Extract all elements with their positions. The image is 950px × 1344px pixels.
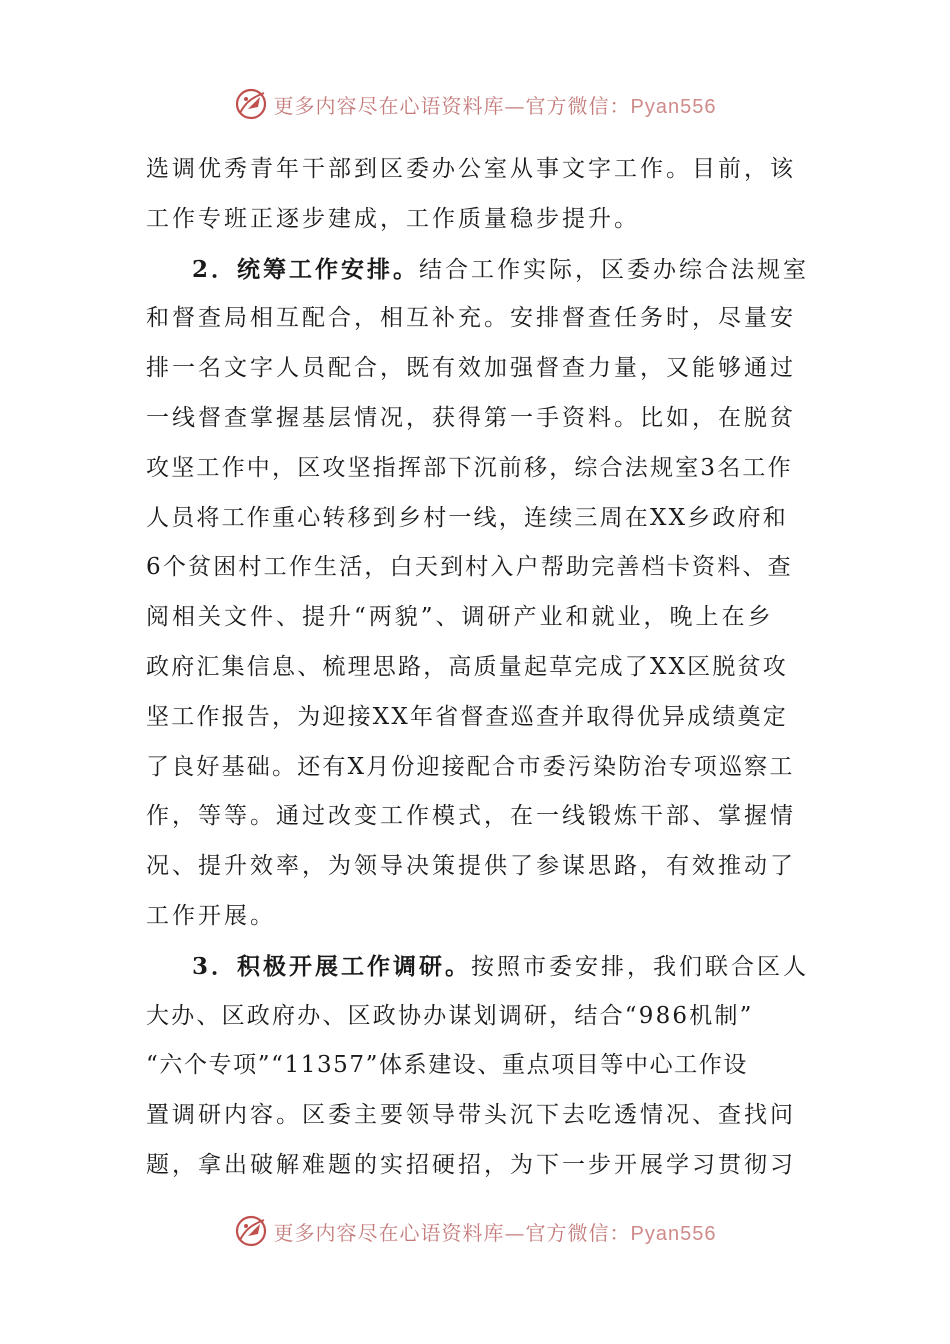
text-line: 3．积极开展工作调研。按照市委安排，我们联合区人 xyxy=(192,952,810,980)
text-line: 工作开展。 xyxy=(146,902,276,929)
text-line: 和督查局相互配合，相互补充。安排督查任务时，尽量安 xyxy=(146,305,796,332)
banner-text: 更多内容尽在心语资料库—官方微信：Pyan556 xyxy=(273,93,717,118)
text-line: 了良好基础。还有X月份迎接配合市委污染防治专项巡察工 xyxy=(146,753,795,780)
text-line: 阅相关文件、提升“两貌”、调研产业和就业，晚上在乡 xyxy=(146,604,774,631)
text-line: 攻坚工作中，区攻坚指挥部下沉前移，综合法规室3名工作 xyxy=(146,454,793,481)
text-line: 工作专班正逐步建成，工作质量稳步提升。 xyxy=(146,205,640,232)
section-heading: 3．积极开展工作调研。 xyxy=(192,952,472,980)
text-line: 6个贫困村工作生活，白天到村入户帮助完善档卡资料、查 xyxy=(146,554,793,581)
text-line: 题，拿出破解难题的实招硬招，为下一步开展学习贯彻习 xyxy=(146,1151,796,1178)
section-heading: 2．统筹工作安排。 xyxy=(192,255,420,283)
banner-wechat-id: Pyan556 xyxy=(630,95,717,118)
footer-banner xyxy=(0,1211,950,1251)
text-line: 况、提升效率，为领导决策提供了参谋思路，有效推动了 xyxy=(146,853,796,880)
document-body xyxy=(146,145,811,1191)
text-line: 人员将工作重心转移到乡村一线，连续三周在XX乡政府和 xyxy=(146,504,788,531)
text-line: 选调优秀青年干部到区委办公室从事文字工作。目前，该 xyxy=(146,156,796,182)
pen-swirl-logo-icon xyxy=(234,1214,268,1248)
banner-text: 更多内容尽在心语资料库—官方微信：Pyan556 xyxy=(273,1220,717,1245)
text-line: 一线督查掌握基层情况，获得第一手资料。比如，在脱贫 xyxy=(146,404,796,431)
banner-wechat-id: Pyan556 xyxy=(630,1222,717,1245)
text-line: 置调研内容。区委主要领导带头沉下去吃透情况、查找问 xyxy=(146,1102,796,1129)
text-line: 坚工作报告，为迎接XX年省督查巡查并取得优异成绩奠定 xyxy=(146,703,788,730)
text-line: 大办、区政府办、区政协办谋划调研，结合“986机制” xyxy=(146,1002,754,1029)
text-line: 政府汇集信息、梳理思路，高质量起草完成了XX区脱贫攻 xyxy=(146,653,788,680)
text-line: 2．统筹工作安排。结合工作实际，区委办综合法规室 xyxy=(192,255,810,283)
header-banner xyxy=(0,84,950,124)
pen-swirl-logo-icon xyxy=(234,87,268,121)
text-line: “六个专项”“11357”体系建设、重点项目等中心工作设 xyxy=(146,1052,748,1079)
text-line: 作，等等。通过改变工作模式，在一线锻炼干部、掌握情 xyxy=(146,803,796,830)
text-line: 排一名文字人员配合，既有效加强督查力量，又能够通过 xyxy=(146,355,796,382)
